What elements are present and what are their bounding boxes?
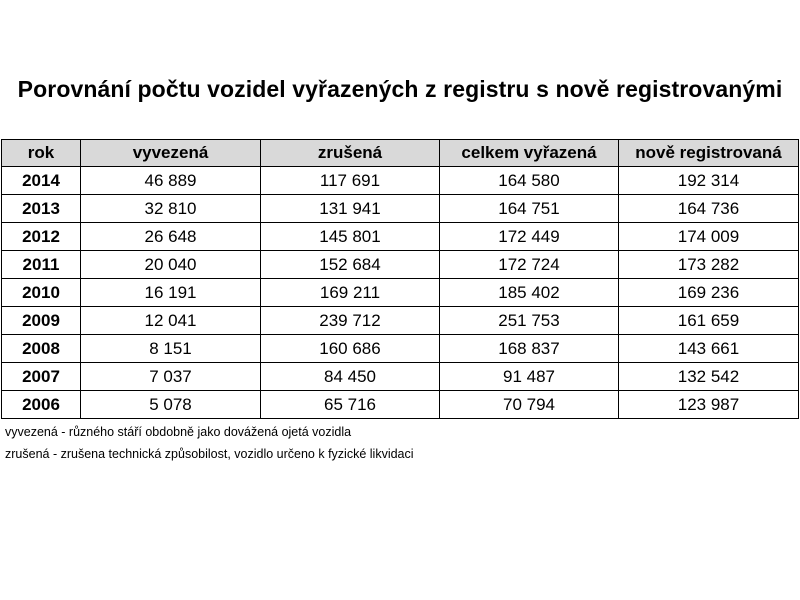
table-row [2,335,799,363]
header-exported: vyvezená [81,140,261,167]
cell-newly-registered: 143 661 [619,335,799,363]
table-row [2,223,799,251]
table-row [2,279,799,307]
table-row [2,391,799,419]
footnote-cancelled: zrušená - zrušena technická způsobilost, vozidlo určeno k fyzické likvidaci [5,447,414,461]
cell-exported: 7 037 [81,363,261,391]
cell-exported: 46 889 [81,167,261,195]
cell-year: 2013 [2,195,81,223]
table-header-row [2,140,799,167]
cell-total-removed: 172 449 [440,223,619,251]
cell-newly-registered: 169 236 [619,279,799,307]
cell-newly-registered: 174 009 [619,223,799,251]
cell-total-removed: 185 402 [440,279,619,307]
table-row [2,167,799,195]
cell-year: 2010 [2,279,81,307]
vehicle-registration-table [1,139,799,419]
cell-cancelled: 65 716 [261,391,440,419]
table-row [2,195,799,223]
cell-year: 2012 [2,223,81,251]
cell-year: 2007 [2,363,81,391]
cell-newly-registered: 173 282 [619,251,799,279]
cell-cancelled: 169 211 [261,279,440,307]
cell-total-removed: 164 751 [440,195,619,223]
cell-exported: 12 041 [81,307,261,335]
cell-newly-registered: 192 314 [619,167,799,195]
footnote-exported: vyvezená - různého stáří obdobně jako dovážená ojetá vozidla [5,425,352,439]
cell-total-removed: 168 837 [440,335,619,363]
table-row [2,363,799,391]
cell-cancelled: 160 686 [261,335,440,363]
cell-cancelled: 145 801 [261,223,440,251]
cell-cancelled: 239 712 [261,307,440,335]
cell-newly-registered: 161 659 [619,307,799,335]
header-total-removed: celkem vyřazená [440,140,619,167]
cell-total-removed: 164 580 [440,167,619,195]
cell-total-removed: 91 487 [440,363,619,391]
cell-cancelled: 84 450 [261,363,440,391]
cell-year: 2014 [2,167,81,195]
cell-exported: 32 810 [81,195,261,223]
cell-newly-registered: 123 987 [619,391,799,419]
cell-cancelled: 117 691 [261,167,440,195]
cell-cancelled: 131 941 [261,195,440,223]
cell-exported: 20 040 [81,251,261,279]
cell-exported: 5 078 [81,391,261,419]
table-row [2,251,799,279]
cell-total-removed: 70 794 [440,391,619,419]
cell-newly-registered: 132 542 [619,363,799,391]
cell-year: 2009 [2,307,81,335]
footnotes [5,421,414,465]
cell-year: 2006 [2,391,81,419]
table-row [2,307,799,335]
header-cancelled: zrušená [261,140,440,167]
cell-total-removed: 172 724 [440,251,619,279]
cell-newly-registered: 164 736 [619,195,799,223]
header-newly-registered: nově registrovaná [619,140,799,167]
cell-exported: 16 191 [81,279,261,307]
cell-year: 2008 [2,335,81,363]
page-title: Porovnání počtu vozidel vyřazených z registru s nově registrovanými [17,76,783,102]
header-year: rok [2,140,81,167]
cell-total-removed: 251 753 [440,307,619,335]
cell-exported: 8 151 [81,335,261,363]
cell-exported: 26 648 [81,223,261,251]
cell-year: 2011 [2,251,81,279]
cell-cancelled: 152 684 [261,251,440,279]
